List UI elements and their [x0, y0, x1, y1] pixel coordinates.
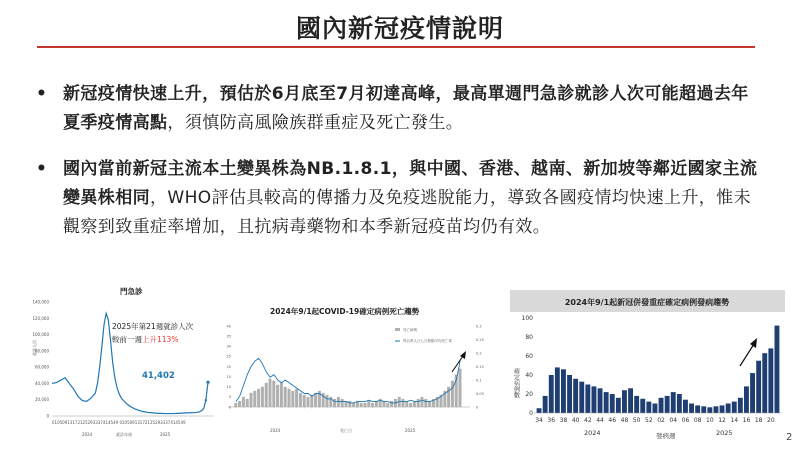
deaths-bar [261, 387, 264, 407]
bullet-bold-text: 國內當前新冠主流本土變異株為NB.1.8.1，與中國、香港、越南、新加坡等鄰近國家主流變異株相同 [63, 159, 758, 208]
severe-bar [762, 353, 767, 413]
severe-xtick-label: 10 [706, 417, 714, 424]
severe-bar [714, 406, 719, 413]
deaths-bar [291, 391, 294, 407]
severe-trend-arrowhead [750, 338, 757, 348]
deaths-ytick-left: 5 [228, 395, 231, 400]
bullet-normal-text: ，WHO評估具較高的傳播力及免疫逃脫能力，導致各國疫情均快速上升，惟未觀察到致重症率增加，且抗病毒藥物和本季新冠疫苗均仍有效。 [63, 188, 751, 237]
deaths-bar [272, 381, 275, 407]
severe-yticks [522, 315, 534, 417]
severe-bar [775, 326, 780, 413]
severe-xtick-label: 02 [657, 417, 665, 424]
deaths-bar [295, 389, 298, 407]
severe-xtick-label: 44 [596, 417, 604, 424]
severe-chart-title: 2024年9/1起新冠併發重症確定病例發病趨勢 [564, 298, 730, 307]
outpatient-ytick-label: 60,000 [35, 364, 49, 370]
severe-bar [683, 400, 688, 413]
deaths-bar [265, 383, 268, 407]
severe-ytick-label: 80 [525, 334, 533, 341]
severe-bar [567, 375, 572, 413]
deaths-chart-svg [220, 304, 498, 448]
deaths-chart [220, 304, 498, 448]
deaths-ytick-right: 0.2 [476, 351, 482, 356]
deaths-bar [421, 397, 424, 407]
severe-bar [701, 406, 706, 413]
severe-bar [622, 390, 627, 413]
severe-bar [610, 394, 615, 413]
deaths-bar [417, 399, 420, 407]
severe-bar [573, 379, 578, 413]
severe-xtick-label: 06 [681, 417, 690, 424]
outpatient-prev-point [205, 399, 207, 401]
deaths-bar [234, 403, 237, 407]
severe-cases-chart [510, 290, 785, 442]
severe-ytick-label: 100 [521, 315, 533, 322]
deaths-ytick-left: 40 [226, 324, 231, 329]
severe-xtick-label: 36 [547, 417, 556, 424]
severe-bar [549, 375, 554, 413]
severe-ytick-label: 20 [525, 391, 533, 398]
severe-bar [598, 388, 603, 413]
severe-bar [689, 404, 694, 414]
deaths-bar [409, 403, 412, 407]
severe-bar [653, 404, 658, 414]
severe-bar [628, 388, 633, 413]
severe-bar [695, 405, 700, 413]
deaths-year-2024: 2024 [270, 428, 281, 433]
severe-bar [738, 398, 743, 413]
severe-xlabel: 發病週 [656, 432, 676, 440]
outpatient-ytick-label: 0 [46, 413, 49, 419]
deaths-ytick-right: 0.25 [476, 337, 484, 342]
deaths-bar [459, 369, 462, 407]
outpatient-ytick-label: 40,000 [35, 380, 49, 386]
deaths-bar [253, 391, 256, 407]
severe-bar [579, 382, 584, 413]
severe-bar [634, 396, 639, 413]
outpatient-chart [32, 280, 218, 438]
outpatient-xlabel: 就診年週 [116, 432, 132, 437]
severe-xtick-label: 52 [645, 417, 653, 424]
deaths-xlabel: 死亡日 [340, 428, 352, 433]
deaths-bar [360, 403, 363, 407]
severe-bar [555, 367, 560, 413]
severe-xtick-label: 46 [608, 417, 617, 424]
severe-xtick-label: 38 [559, 417, 568, 424]
deaths-bar [238, 401, 241, 407]
severe-xtick-label: 18 [754, 417, 763, 424]
deaths-bar [364, 403, 367, 407]
severe-bar [537, 408, 542, 413]
outpatient-xtick-labels: 01050913172125293337414549 01050913172125293337414549 [52, 420, 186, 425]
severe-xtick-label: 20 [767, 417, 775, 424]
legend-rate: 每百萬人口七日移動平均死亡率 [403, 339, 452, 343]
bullet-text-1 [63, 80, 763, 138]
deaths-bar [333, 399, 336, 407]
deaths-bar [303, 395, 306, 407]
severe-year-2025: 2025 [716, 429, 733, 437]
deaths-bar [276, 385, 279, 407]
bullet-normal-text: ，須慎防高風險族群重症及死亡發生。 [167, 113, 464, 133]
outpatient-ytick-label: 80,000 [35, 348, 49, 354]
severe-xtick-label: 16 [742, 417, 751, 424]
annotation-prefix: 較前一週 [112, 335, 142, 344]
outpatient-yticks [32, 300, 49, 419]
legend-bar-swatch [395, 328, 400, 331]
severe-xtick-label: 12 [718, 417, 726, 424]
severe-bar [720, 405, 725, 413]
deaths-bar [329, 397, 332, 407]
severe-bar [543, 396, 548, 413]
outpatient-ytick-label: 100,000 [32, 332, 49, 338]
severe-bar [646, 402, 651, 413]
deaths-year-2025: 2025 [405, 428, 416, 433]
deaths-bar [299, 393, 302, 407]
deaths-bar [307, 397, 310, 407]
deaths-bar [371, 403, 374, 407]
deaths-ytick-right: 0.15 [476, 364, 484, 369]
severe-xtick-label: 40 [571, 417, 580, 424]
deaths-yticks-right [476, 324, 484, 409]
severe-ylabel: 確定病例數 [512, 368, 520, 398]
severe-bar [677, 394, 682, 413]
severe-bar [585, 385, 590, 414]
severe-bars [537, 326, 780, 413]
deaths-bar [451, 381, 454, 407]
deaths-bar [288, 389, 291, 407]
outpatient-last-point [206, 381, 209, 384]
deaths-ytick-right: 0.1 [476, 378, 482, 383]
outpatient-chart-svg [32, 280, 218, 438]
annotation-highlight: 上升113% [142, 335, 179, 344]
outpatient-ytick-label: 120,000 [32, 315, 49, 321]
deaths-ytick-right: 0 [476, 405, 479, 410]
outpatient-callout-value: 41,402 [142, 371, 175, 381]
deaths-ytick-left: 10 [226, 385, 231, 390]
page-number: 2 [786, 432, 793, 443]
deaths-chart-title: 2024年9/1起COVID-19確定病例死亡趨勢 [270, 307, 420, 316]
severe-bar [768, 348, 773, 413]
deaths-bar [269, 379, 272, 407]
slide-title: 國內新冠疫情說明 [295, 14, 504, 43]
severe-bar [732, 402, 737, 413]
deaths-yticks-left [227, 324, 231, 409]
severe-xticks [535, 417, 775, 424]
severe-bar [592, 386, 597, 413]
outpatient-year-2024: 2024 [82, 432, 93, 437]
severe-bar [756, 361, 761, 413]
severe-xtick-label: 50 [632, 417, 641, 424]
legend-deaths: 死亡病例 [403, 328, 417, 332]
severe-trend-arrow [740, 344, 754, 366]
outpatient-annotation-line1: 2025年第21週就診人次 [112, 322, 194, 331]
severe-bar [726, 404, 731, 414]
outpatient-ytick-label: 20,000 [35, 397, 49, 403]
severe-ytick-label: 0 [529, 410, 533, 417]
severe-bar [604, 392, 609, 413]
deaths-legend [395, 327, 452, 343]
deaths-bar [424, 399, 427, 407]
bullet-item-2 [36, 155, 766, 275]
severe-xtick-label: 42 [584, 417, 592, 424]
deaths-ytick-right: 0.3 [476, 324, 482, 329]
severe-cases-chart-svg [510, 290, 785, 442]
severe-ytick-label: 60 [525, 353, 533, 360]
deaths-ytick-left: 20 [226, 364, 231, 369]
severe-bar [671, 392, 676, 413]
bullet-item-1 [36, 80, 766, 140]
deaths-bar [326, 395, 329, 407]
severe-bar [744, 386, 749, 413]
deaths-ytick-right: 0.05 [476, 391, 484, 396]
severe-xtick-label: 34 [535, 417, 543, 424]
bullet-marker: • [36, 84, 47, 104]
deaths-bar [280, 383, 283, 407]
deaths-trend-arrowhead [460, 351, 466, 359]
deaths-bar [390, 401, 393, 407]
deaths-bar [314, 393, 317, 407]
outpatient-ylabel: 就診人次 [32, 340, 37, 356]
deaths-bar [352, 403, 355, 407]
severe-xtick-label: 08 [693, 417, 702, 424]
deaths-ytick-left: 30 [226, 344, 231, 349]
outpatient-chart-title: 門急診 [120, 287, 143, 296]
bullet-bold-text: 新冠疫情快速上升，預估於6月底至7月初達高峰，最高單週門急診就診人次可能超過去年夏季疫情高點 [63, 84, 749, 133]
severe-bar [665, 396, 670, 413]
deaths-bar [250, 393, 253, 407]
severe-bar [707, 407, 712, 413]
deaths-bar [386, 403, 389, 407]
severe-bar [561, 369, 566, 413]
bullet-text-2 [63, 155, 763, 242]
deaths-bar [348, 401, 351, 407]
deaths-bar [257, 389, 260, 407]
deaths-bar [367, 401, 370, 407]
outpatient-year-2025: 2025 [160, 432, 171, 437]
deaths-bar [242, 397, 245, 407]
deaths-bar [246, 399, 249, 407]
deaths-ytick-left: 25 [226, 354, 231, 359]
outpatient-ytick-label: 140,000 [32, 299, 49, 305]
severe-bar [659, 398, 664, 413]
deaths-bar [284, 387, 287, 407]
severe-ytick-label: 40 [525, 372, 533, 379]
title-divider [37, 46, 755, 48]
severe-bar [750, 373, 755, 413]
severe-year-2024: 2024 [584, 429, 601, 437]
deaths-ytick-left: 0 [228, 405, 231, 410]
severe-bar [640, 399, 645, 413]
bullet-marker: • [36, 159, 47, 179]
deaths-bar [341, 399, 344, 407]
severe-xtick-label: 04 [669, 417, 678, 424]
severe-xtick-label: 48 [620, 417, 629, 424]
deaths-ytick-left: 15 [226, 374, 231, 379]
deaths-bar [402, 399, 405, 407]
deaths-ytick-left: 35 [226, 334, 231, 339]
severe-bar [616, 398, 621, 413]
severe-xtick-label: 14 [730, 417, 739, 424]
outpatient-annotation-line2 [112, 334, 178, 344]
